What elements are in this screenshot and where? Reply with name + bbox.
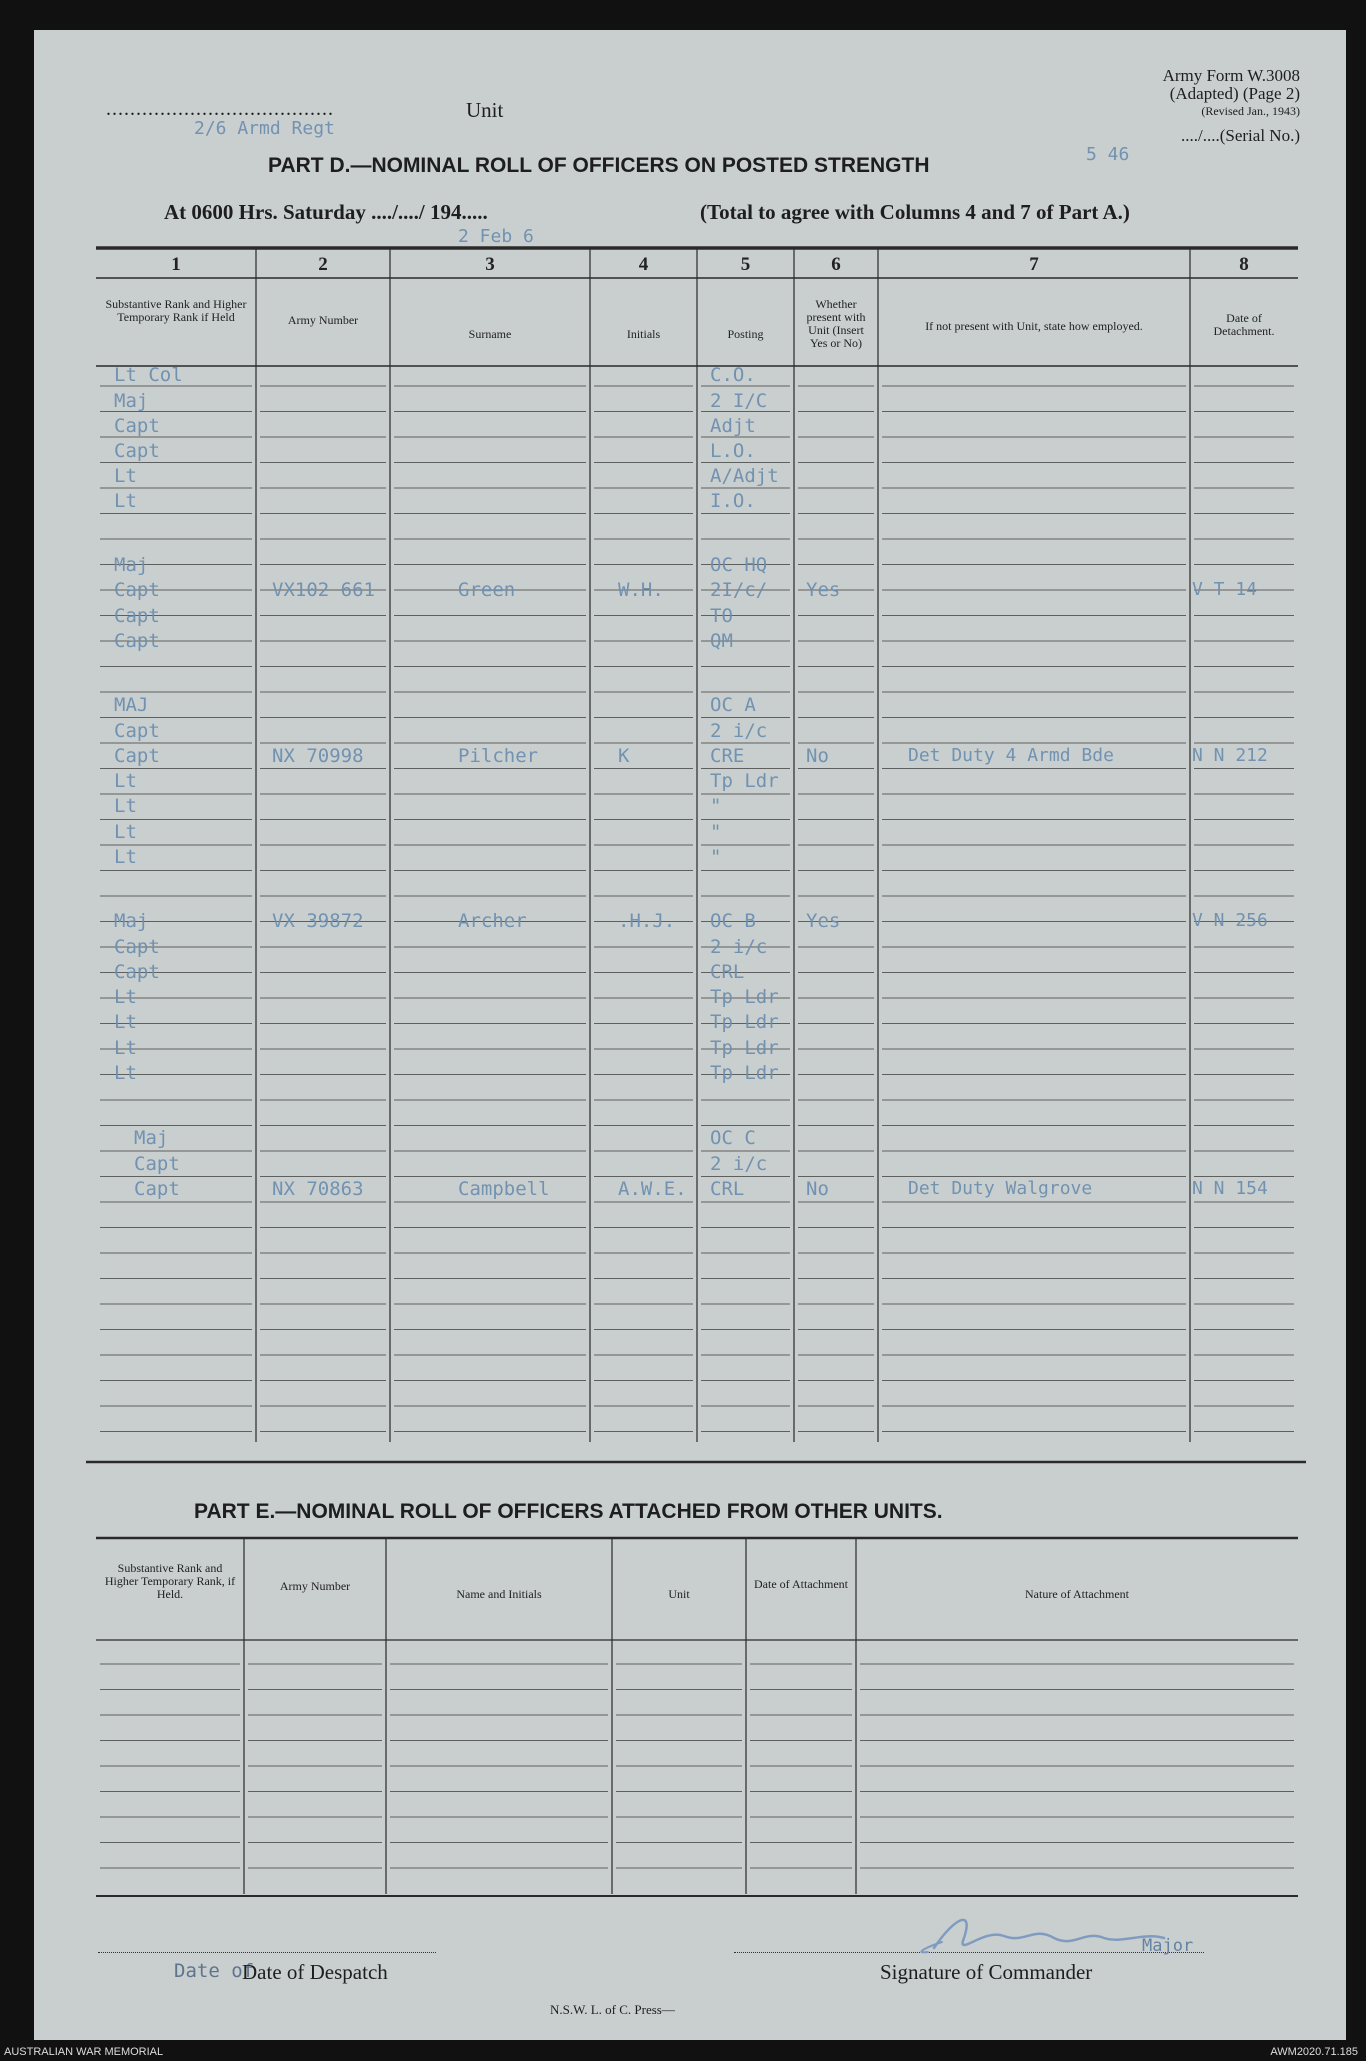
cell-posting: OC B — [710, 910, 756, 932]
cell-present: No — [806, 745, 829, 767]
press-imprint: N.S.W. L. of C. Press— — [550, 2002, 675, 2017]
col-number: 5 — [740, 254, 751, 275]
cell-posting: Tp Ldr — [710, 1062, 779, 1084]
cell-rank: Maj — [114, 554, 149, 576]
cell-posting: 2 i/c — [710, 720, 768, 742]
cell-init: W.H. — [618, 579, 664, 601]
cell-posting: OC HQ — [710, 554, 768, 576]
cell-rank: Capt — [134, 1153, 180, 1175]
cell-posting: " — [710, 795, 722, 817]
cell-rank: Lt Col — [114, 364, 183, 386]
col-header: Army Number — [287, 313, 359, 327]
signature-label: Signature of Commander — [880, 1960, 1093, 1984]
cell-rank: Lt — [114, 846, 137, 868]
cell-posting: Adjt — [710, 415, 756, 437]
cell-rank: Lt — [114, 770, 137, 792]
cell-rank: Maj — [114, 910, 149, 932]
form-adapted: (Adapted) (Page 2) — [1169, 84, 1300, 103]
cell-posting: A/Adjt — [710, 465, 779, 487]
cell-rank: Maj — [114, 390, 149, 412]
unit-label: Unit — [466, 98, 504, 122]
cell-posting: Tp Ldr — [710, 1011, 779, 1033]
signature-rank: Major — [1142, 1936, 1194, 1956]
cell-rank: Capt — [114, 605, 160, 627]
col-number: 2 — [318, 254, 328, 275]
cell-rank: Lt — [114, 1062, 137, 1084]
cell-employ: Det Duty 4 Armd Bde — [908, 745, 1114, 766]
despatch-line — [98, 1952, 436, 1953]
form-number: Army Form W.3008 — [1162, 66, 1300, 85]
cell-rank: MAJ — [114, 694, 149, 716]
col-header: Surname — [468, 327, 512, 341]
cell-surname: Pilcher — [458, 745, 539, 767]
cell-rank: Capt — [114, 745, 160, 767]
cell-rank: Capt — [114, 961, 160, 983]
col-header: Initials — [626, 327, 661, 341]
part-e-col-header: Army Number — [279, 1579, 351, 1593]
cell-rank: Maj — [134, 1127, 169, 1149]
cell-posting: 2I/c/ — [710, 579, 768, 601]
cell-posting: L.O. — [710, 440, 756, 462]
col-number: 8 — [1239, 254, 1249, 275]
part-e-col-header: Date of Attachment — [754, 1577, 848, 1591]
cell-rank: Capt — [114, 720, 160, 742]
date-typed: 2 Feb 6 — [458, 226, 534, 247]
cell-num: NX 70863 — [272, 1178, 364, 1200]
cell-present: No — [806, 1178, 829, 1200]
cell-rank: Lt — [114, 465, 137, 487]
part-e-col-header: Name and Initials — [456, 1587, 542, 1601]
cell-present: Yes — [806, 910, 841, 932]
col-number: 3 — [485, 254, 495, 275]
cell-num: NX 70998 — [272, 745, 364, 767]
cell-rank: Capt — [114, 630, 160, 652]
cell-rank: Capt — [114, 415, 160, 437]
cell-posting: QM — [710, 630, 733, 652]
despatch-typed: Date of — [174, 1960, 255, 1982]
serial-label: ..../....(Serial No.) — [1181, 126, 1300, 145]
col-number: 7 — [1029, 254, 1039, 275]
cell-posting: OC C — [710, 1127, 756, 1149]
col-number: 6 — [831, 254, 841, 275]
col-header: Substantive Rank and Higher Temporary Rank if Held — [105, 297, 247, 324]
cell-posting: CRE — [710, 745, 745, 767]
col-header: If not present with Unit, state how employed. — [925, 319, 1143, 333]
credit-left: AUSTRALIAN WAR MEMORIAL — [4, 2046, 164, 2058]
cell-rank: Lt — [114, 821, 137, 843]
cell-posting: 2 i/c — [710, 1153, 768, 1175]
col-header: Posting — [727, 327, 764, 341]
cell-surname: Archer — [458, 910, 527, 932]
cell-posting: Tp Ldr — [710, 986, 779, 1008]
cell-num: VX 39872 — [272, 910, 364, 932]
credit-right: AWM2020.71.185 — [1270, 2046, 1358, 2058]
cell-init: A.W.E. — [618, 1178, 687, 1200]
cell-posting: Tp Ldr — [710, 770, 779, 792]
form-sheet — [34, 30, 1346, 2040]
cell-present: Yes — [806, 579, 841, 601]
cell-rank: Capt — [134, 1178, 180, 1200]
cell-date: V N 256 — [1192, 910, 1268, 931]
part-e-col-header: Substantive Rank and Higher Temporary Rank, if Held. — [104, 1561, 236, 1601]
cell-rank: Lt — [114, 986, 137, 1008]
unit-value: 2/6 Armd Regt — [194, 118, 335, 139]
cell-rank: Lt — [114, 490, 137, 512]
cell-rank: Lt — [114, 1011, 137, 1033]
cell-posting: Tp Ldr — [710, 1037, 779, 1059]
col-number: 1 — [171, 254, 181, 275]
cell-posting: 2 I/C — [710, 390, 768, 412]
cell-surname: Campbell — [458, 1178, 550, 1200]
cell-surname: Green — [458, 579, 516, 601]
cell-rank: Lt — [114, 795, 137, 817]
despatch-label: Date of Despatch — [242, 1960, 388, 1984]
cell-posting: " — [710, 846, 722, 868]
cell-date: N N 154 — [1192, 1178, 1268, 1199]
cell-employ: Det Duty Walgrove — [908, 1178, 1093, 1199]
cell-num: VX102 661 — [272, 579, 375, 601]
col-number: 4 — [638, 254, 649, 275]
at-line: At 0600 Hrs. Saturday ..../..../ 194..... — [164, 200, 488, 224]
part-e-col-header: Nature of Attachment — [1025, 1587, 1129, 1601]
cell-init: K — [618, 745, 630, 767]
part-d-title: PART D.—NOMINAL ROLL OF OFFICERS ON POSTED STRENGTH — [268, 154, 930, 177]
serial-value: 5 46 — [1086, 144, 1130, 165]
cell-posting: I.O. — [710, 490, 756, 512]
cell-date: N N 212 — [1192, 745, 1268, 766]
part-e-col-header: Unit — [668, 1587, 690, 1601]
cell-rank: Capt — [114, 936, 160, 958]
cell-posting: TO — [710, 605, 733, 627]
part-e-title: PART E.—NOMINAL ROLL OF OFFICERS ATTACHED FROM OTHER UNITS. — [194, 1500, 943, 1523]
cell-posting: 2 i/c — [710, 936, 768, 958]
cell-rank: Lt — [114, 1037, 137, 1059]
cell-posting: CRL — [710, 1178, 745, 1200]
cell-posting: OC A — [710, 694, 756, 716]
unit-dots: ...................................... — [106, 98, 334, 120]
col-header: Whether present with Unit (Insert Yes or No) — [806, 297, 866, 350]
cell-init: .H.J. — [618, 910, 676, 932]
archive-credit-bar — [0, 2044, 1366, 2061]
cell-rank: Capt — [114, 579, 160, 601]
cell-posting: C.O. — [710, 364, 756, 386]
total-note: (Total to agree with Columns 4 and 7 of Part A.) — [700, 200, 1130, 224]
cell-date: V T 14 — [1192, 579, 1258, 600]
cell-rank: Capt — [114, 440, 160, 462]
cell-posting: " — [710, 821, 722, 843]
col-header: Date of Detachment. — [1213, 311, 1275, 338]
form-revised: (Revised Jan., 1943) — [1201, 104, 1300, 118]
cell-posting: CRL — [710, 961, 745, 983]
